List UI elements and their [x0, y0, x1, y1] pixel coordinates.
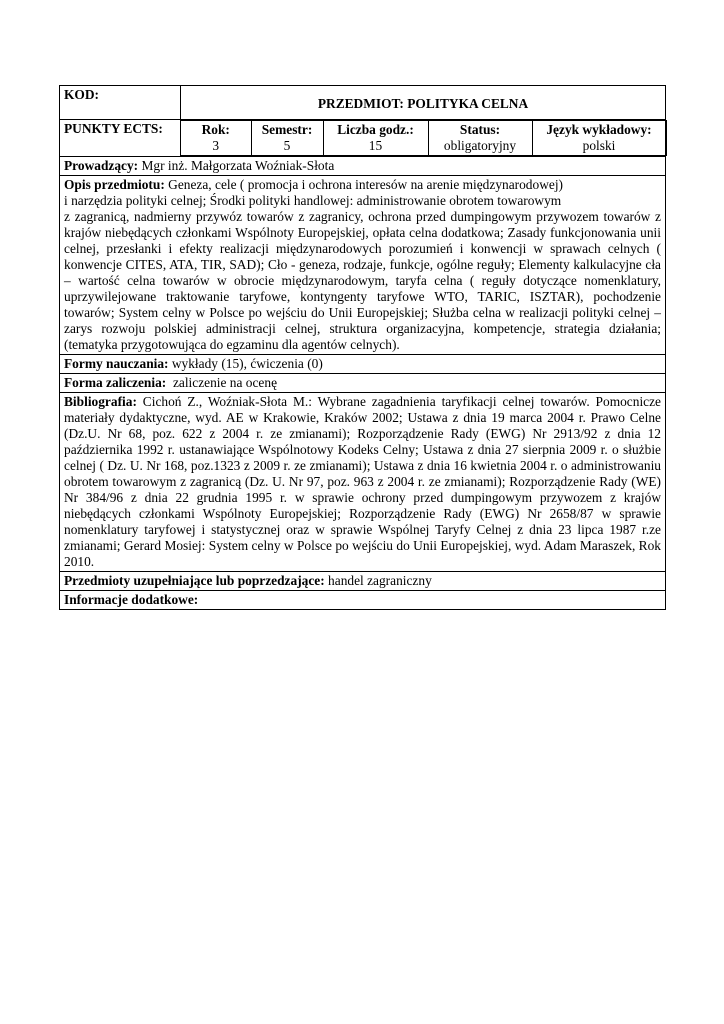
- status-cell: [428, 121, 532, 156]
- formy-nauczania-cell: [60, 355, 666, 374]
- opis-label: Opis przedmiotu:: [64, 177, 165, 192]
- opis-line-2: i narzędzia polityki celnej; Środki polityki handlowej: administrowanie obrotem towarowym: [64, 193, 562, 208]
- rok-cell: [181, 121, 251, 156]
- przedmioty-value: handel zagraniczny: [324, 573, 432, 588]
- bibliografia-row: [60, 393, 666, 572]
- informacje-label: Informacje dodatkowe:: [64, 592, 199, 607]
- przedmioty-row: [60, 572, 666, 591]
- semestr-label: Semestr:: [261, 122, 313, 137]
- ects-label: PUNKTY ECTS:: [64, 121, 163, 136]
- opis-line-1: Geneza, cele ( promocja i ochrona interesów na arenie międzynarodowej): [164, 177, 563, 192]
- status-value: obligatoryjny: [443, 138, 517, 153]
- formy-nauczania-label: Formy nauczania:: [64, 356, 169, 371]
- prowadzacy-row: [60, 157, 666, 176]
- rok-label: Rok:: [201, 122, 230, 137]
- formy-nauczania-value: wykłady (15), ćwiczenia (0): [168, 356, 323, 371]
- ects-label-cell: [60, 120, 181, 157]
- header-row: [60, 86, 666, 120]
- rok-value: 3: [212, 138, 220, 153]
- ects-row: [60, 120, 666, 157]
- subject-title: PRZEDMIOT: POLITYKA CELNA: [317, 96, 529, 111]
- forma-zaliczenia-label: Forma zaliczenia:: [64, 375, 167, 390]
- forma-zaliczenia-cell: [60, 374, 666, 393]
- kod-label: KOD:: [64, 87, 99, 102]
- opis-body: z zagranicą, nadmierny przywóz towarów z zagranicy, ochrona przed dumpingowym przywozem towarów z krajów niebędących członkami Wspólnoty Europejskiej, opłata celna dodatkowa; Zasady funkcjonowania unii celnej, przesłanki i efekty realizacji międzynarodowych porozumień i konwencji w sprawach celnych ( konwencje CITES, ATA, TIR, SAD); Cło - geneza, rodzaje, funkcje, ogólne reguły; Elementy kalkulacyjne cła – wartość celna towarów w obrocie międzynarodowym, taryfa celna ( reguły dotyczące nomenklatury, uprzywilejowane traktowanie taryfowe, kontyngenty taryfowe WTO, TARIC, ISZTAR), pochodzenie towarów; System celny w Polsce po wejściu do Unii Europejskiej; Służba celna w realizacji polityki celnej – zarys rozwoju polskiej administracji celnej, struktura organizacyjna, kompetencje, strategia działania; (tematyka przygotowująca do egzaminu dla agentów celnych).: [64, 209, 661, 352]
- kod-cell: [60, 86, 181, 120]
- bibliografia-value: Cichoń Z., Woźniak-Słota M.: Wybrane zagadnienia taryfikacji celnej towarów. Pomocnicze materiały dydaktyczne, wyd. AE w Krakowie, Kraków 2002; Ustawa z dnia 19 marca 2004 r. Prawo Celne (Dz.U. Nr 68, poz. 622 z 2004 r. ze zmianami); Rozporządzenie Rady (EWG) Nr 2913/92 z dnia 12 października 1992 r. ustanawiające Wspólnotowy Kodeks Celny; Ustawa z dnia 27 sierpnia 2009 r. o służbie celnej ( Dz. U. Nr 168, poz.1323 z 2009 r. ze zmianami); Ustawa z dnia 16 kwietnia 2004 r. o administrowaniu obrotem towarowym z zagranicą (Dz. U. Nr 97, poz. 963 z 2004 r. ze zmianami); Rozporządzenie Rady (WE) Nr 384/96 z dnia 22 grudnia 1995 r. w sprawie ochrony przed dumpingowym przywozem z krajów niebędących członkami Wspólnoty Europejskiej; Rozporządzenie Rady (EWG) Nr 2658/87 w sprawie nomenklatury taryfowej i statystycznej oraz w sprawie Wspólnej Taryfy Celnej z dnia 23 lipca 1987 r.ze zmianami; Gerard Mosiej: System celny w Polsce po wejściu do Unii Europejskiej, wyd. Adam Maraszek, Rok 2010.: [64, 394, 661, 569]
- jezyk-cell: [532, 121, 666, 156]
- bibliografia-cell: [60, 393, 666, 572]
- semestr-value: 5: [283, 138, 291, 153]
- przedmioty-cell: [60, 572, 666, 591]
- subject-title-cell: [181, 86, 666, 120]
- ects-details: [181, 120, 667, 156]
- godz-label: Liczba godz.:: [337, 122, 414, 137]
- forma-zaliczenia-row: [60, 374, 666, 393]
- opis-cell: [60, 176, 666, 355]
- status-label: Status:: [459, 122, 501, 137]
- godz-value: 15: [368, 138, 383, 153]
- informacje-cell: [60, 591, 666, 610]
- ects-details-cell: [181, 120, 666, 157]
- godz-cell: [323, 121, 428, 156]
- syllabus-sheet: [59, 85, 665, 610]
- informacje-row: [60, 591, 666, 610]
- jezyk-label: Język wykładowy:: [546, 122, 652, 137]
- syllabus-table: [59, 85, 666, 610]
- bibliografia-label: Bibliografia:: [64, 394, 137, 409]
- opis-row: [60, 176, 666, 355]
- prowadzacy-cell: [60, 157, 666, 176]
- prowadzacy-label: Prowadzący:: [64, 158, 139, 173]
- forma-zaliczenia-value: zaliczenie na ocenę: [166, 375, 278, 390]
- prowadzacy-value: Mgr inż. Małgorzata Woźniak-Słota: [138, 158, 335, 173]
- przedmioty-label: Przedmioty uzupełniające lub poprzedzające:: [64, 573, 325, 588]
- semestr-cell: [251, 121, 323, 156]
- jezyk-value: polski: [582, 138, 616, 153]
- formy-nauczania-row: [60, 355, 666, 374]
